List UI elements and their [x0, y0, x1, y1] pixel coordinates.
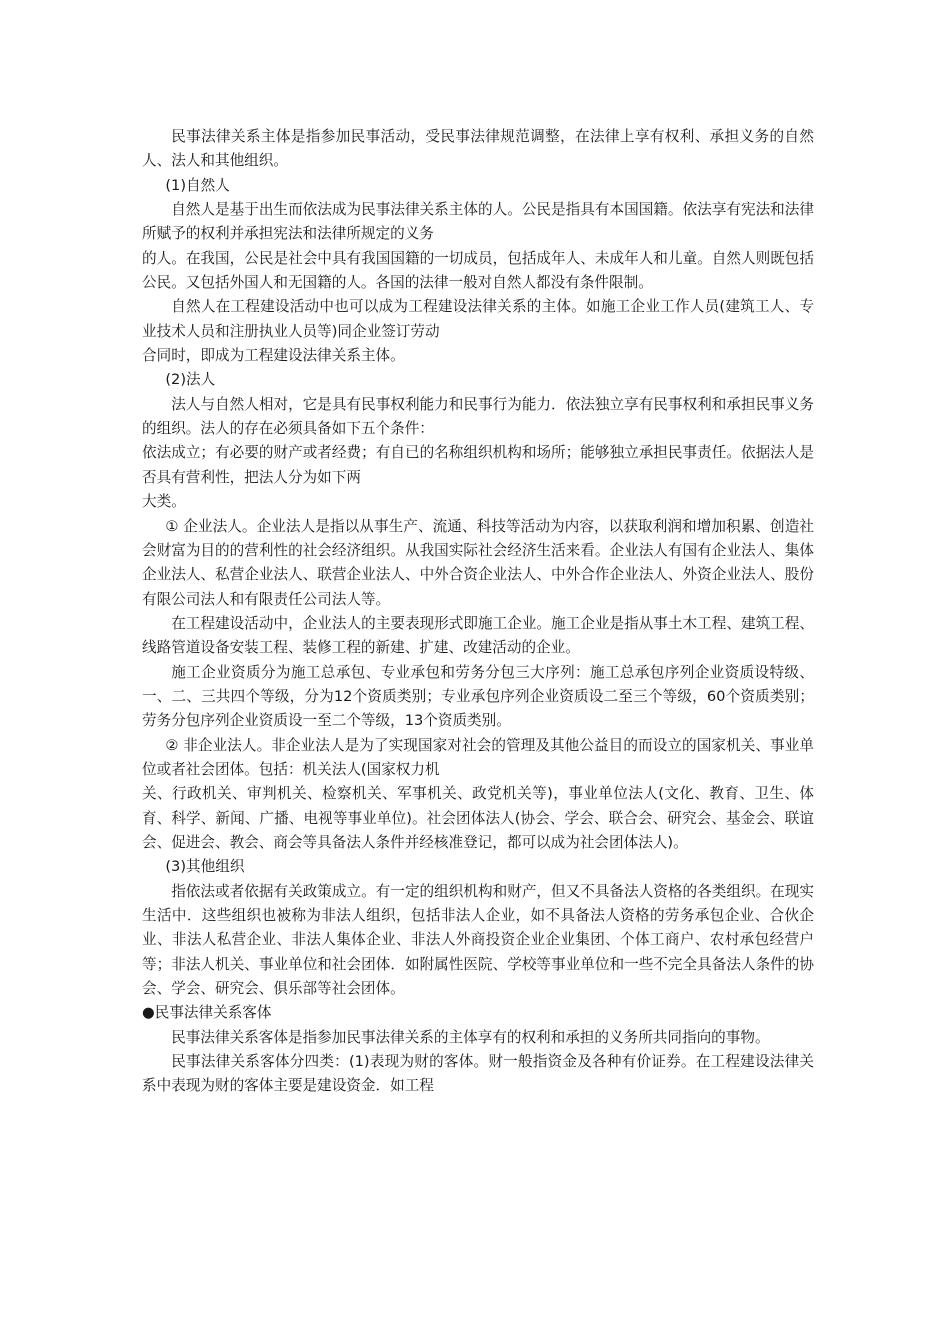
paragraph-construction-enterprise: 在工程建设活动中，企业法人的主要表现形式即施工企业。施工企业是指从事土木工程、建筑工程、线路管道设备安装工程、装修工程的新建、扩建、改建活动的企业。 — [142, 614, 814, 657]
paragraph-natural-person-2: 的人。在我国，公民是社会中具有我国国籍的一切成员，包括成年人、未成年人和儿童。自然人则既包括公民。又包括外国人和无国籍的人。各国的法律一般对自然人都没有条件限制。 — [142, 249, 814, 292]
paragraph-legal-person-1: 法人与自然人相对，它是具有民事权利能力和民事行为能力．依法独立享有民事权利和承担民事义务的组织。法人的存在必须具备如下五个条件： — [142, 395, 814, 438]
paragraph-object-definition: 民事法律关系客体是指参加民事法律关系的主体享有的权利和承担的义务所共同指向的事物。 — [171, 1028, 770, 1046]
document-body — [142, 125, 814, 1099]
heading-object: ●民事法律关系客体 — [142, 1004, 272, 1022]
paragraph-natural-person-3: 自然人在工程建设活动中也可以成为工程建设法律关系的主体。如施工企业工作人员(建筑工人、专业技术人员和注册执业人员等)同企业签订劳动 — [142, 298, 814, 340]
paragraph-non-enterprise-legal-person-1: ② 非企业法人。非企业法人是为了实现国家对社会的管理及其他公益目的而设立的国家机关、事业单位或者社会团体。包括：机关法人(国家权力机 — [142, 736, 814, 778]
paragraph-legal-person-3: 大类。 — [142, 493, 186, 511]
paragraph-subject-definition: 民事法律关系主体是指参加民事活动，受民事法律规范调整，在法律上享有权利、承担义务的自然人、法人和其他组织。 — [142, 128, 814, 170]
heading-natural-person: (1)自然人 — [165, 176, 230, 194]
paragraph-natural-person-1: 自然人是基于出生而依法成为民事法律关系主体的人。公民是指具有本国国籍。依法享有宪法和法律所赋予的权利并承担宪法和法律所规定的义务 — [142, 201, 814, 243]
heading-other-organizations: (3)其他组织 — [165, 858, 245, 876]
heading-legal-person: (2)法人 — [165, 371, 216, 389]
paragraph-natural-person-4: 合同时，即成为工程建设法律关系主体。 — [142, 347, 405, 365]
paragraph-non-enterprise-legal-person-2: 关、行政机关、审判机关、检察机关、军事机关、政党机关等)，事业单位法人(文化、教育、卫生、体育、科学、新闻、广播、电视等事业单位)。社会团体法人(协会、学会、联合会、研究会、基金会、联谊会、促进会、教会、商会等具备法人条件并经核准登记，都可以成为社会团体法人)。 — [142, 785, 814, 851]
paragraph-enterprise-legal-person: ① 企业法人。企业法人是指以从事生产、流通、科技等活动为内容，以获取利润和增加积累、创造社会财富为目的的营利性的社会经济组织。从我国实际社会经济生活来看。企业法人有国有企业法人、集体企业法人、私营企业法人、联营企业法人、中外合资企业法人、中外合作企业法人、外资企业法人、股份有限公司法人和有限责任公司法人等。 — [142, 517, 814, 608]
paragraph-object-categories: 民事法律关系客体分四类：(1)表现为财的客体。财一般指资金及各种有价证券。在工程建设法律关系中表现为财的客体主要是建设资金．如工程 — [142, 1053, 814, 1095]
paragraph-other-organizations: 指依法或者依据有关政策成立。有一定的组织机构和财产，但又不具备法人资格的各类组织。在现实生活中．这些组织也被称为非法人组织，包括非法人企业，如不具备法人资格的劳务承包企业、合伙企业、非法人私营企业、非法人集体企业、非法人外商投资企业企业集团、个体工商户、农村承包经营户等；非法人机关、事业单位和社会团体．如附属性医院、学校等事业单位和一些不完全具备法人条件的协会、学会、研究会、俱乐部等社会团体。 — [142, 882, 814, 998]
paragraph-enterprise-qualification: 施工企业资质分为施工总承包、专业承包和劳务分包三大序列：施工总承包序列企业资质设特级、一、二、三共四个等级，分为12个资质类别；专业承包序列企业资质设二至三个等级，60个资质类别；劳务分包序列企业资质设一至二个等级，13个资质类别。 — [142, 663, 814, 730]
paragraph-legal-person-2: 依法成立；有必要的财产或者经费；有自已的名称组织机构和场所；能够独立承担民事责任。依据法人是否具有营利性，把法人分为如下两 — [142, 444, 814, 486]
